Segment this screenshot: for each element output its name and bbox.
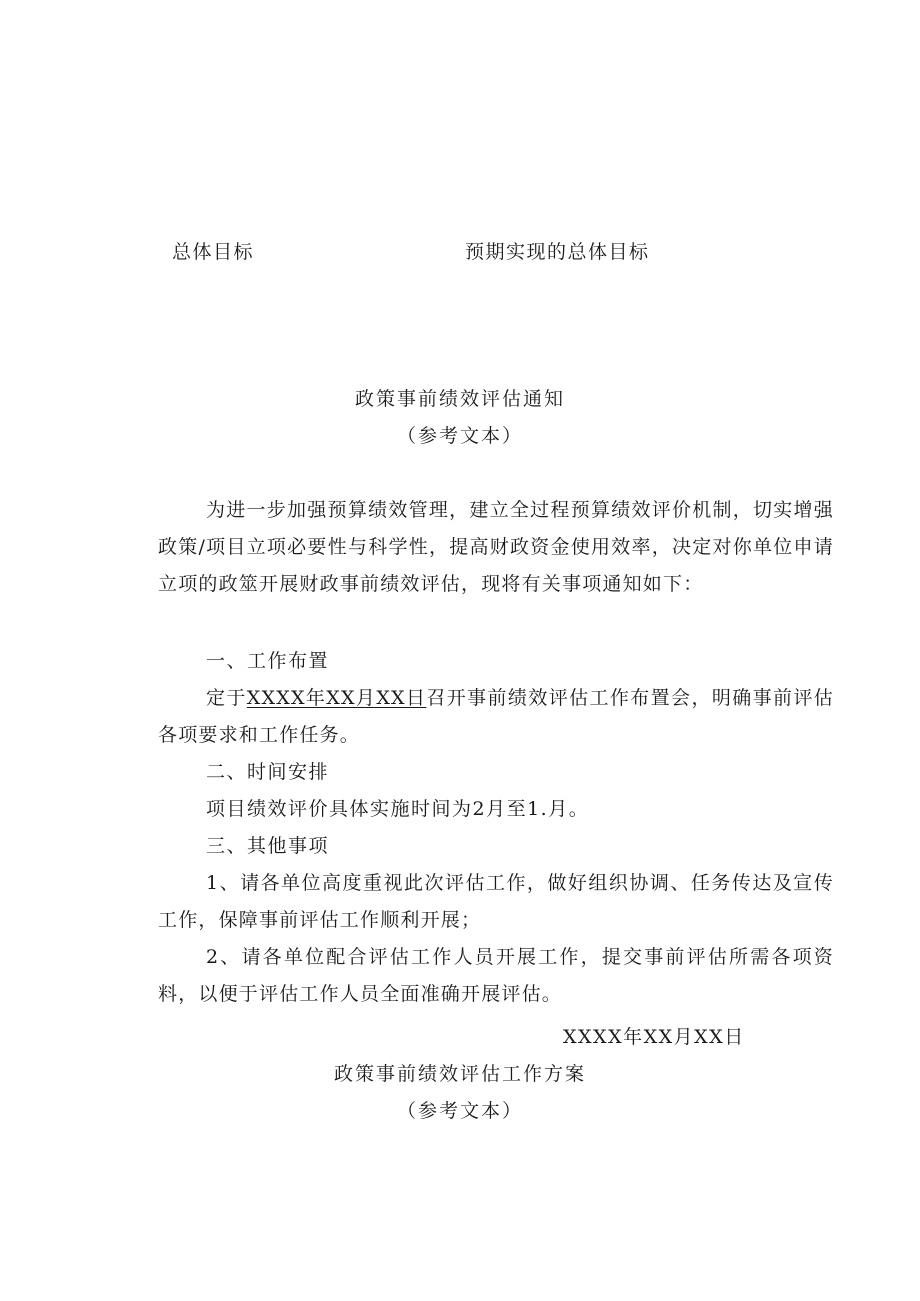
item1-paragraph: 1、请各单位高度重视此次评估工作，做好组织协调、任务传达及宣传工作，保障事前评估工作顺利开展； <box>158 872 834 931</box>
notice-intro-paragraph: 为进一步加强预算绩效管理，建立全过程预算绩效评价机制，切实增强政策/项目立项必要性与科学性，提高财政资金使用效率，决定对你单位申请立项的政筮开展财政事前绩效评估，现将有关事项通知如下： <box>158 499 834 595</box>
notice-date: XXXX年XX月XX日 <box>563 1026 745 1048</box>
section1-suffix: 召开事前绩效评估工作布置会，明确事前评估各项要求和工作任务。 <box>158 687 834 746</box>
section2-text: 项目绩效评价具体实施时间为2月至1.月。 <box>206 798 590 820</box>
notice-subtitle: （参考文本） <box>396 425 523 447</box>
item2-paragraph: 2、请各单位配合评估工作人员开展工作，提交事前评估所需各项资料，以便于评估工作人员全面准确开展评估。 <box>158 946 834 1005</box>
section2-heading: 二、时间安排 <box>206 761 330 783</box>
plan-subtitle: （参考文本） <box>396 1100 523 1122</box>
section3-heading: 三、其他事项 <box>206 835 330 857</box>
overall-goal-value: 预期实现的总体目标 <box>465 241 650 263</box>
section1-paragraph <box>158 680 834 754</box>
plan-title: 政策事前绩效评估工作方案 <box>333 1063 586 1085</box>
section1-heading: 一、工作布置 <box>206 650 330 672</box>
section1-prefix: 定于 <box>206 687 247 709</box>
notice-title: 政策事前绩效评估通知 <box>354 388 565 410</box>
overall-goal-label: 总体目标 <box>172 241 255 263</box>
meeting-date: XXXX年XX月XX日 <box>246 687 427 709</box>
